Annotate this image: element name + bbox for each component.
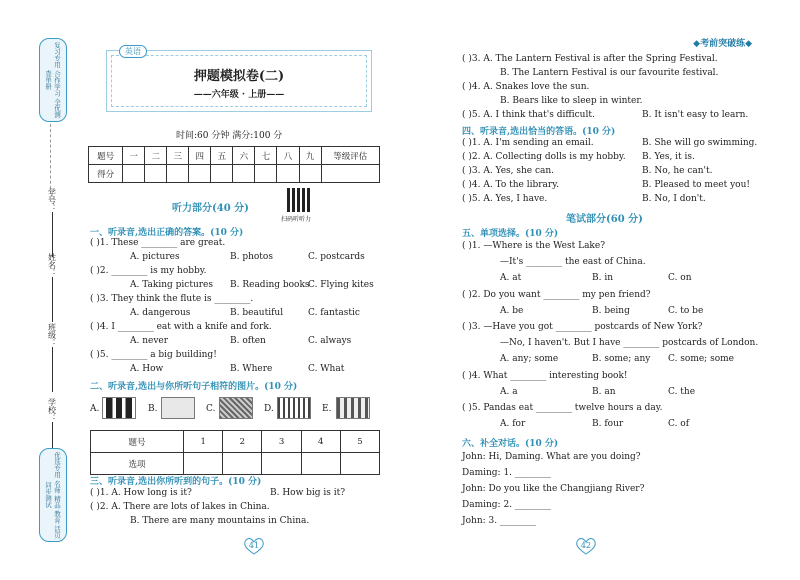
option-b[interactable]: B. in [592,273,614,283]
option-c[interactable]: C. on [668,273,692,283]
reply-option[interactable]: B. No, I don't. [642,194,706,204]
option-c[interactable]: C. to be [668,306,704,316]
answer-head: 5 [340,431,379,453]
sentence-option[interactable]: ( )5. A. I think that's difficult. [462,110,595,120]
sentence-option[interactable]: B. How big is it? [270,488,346,498]
score-head: 三 [167,147,189,165]
reply-option[interactable]: B. Pleased to meet you! [642,180,751,190]
answer-head: 1 [184,431,223,453]
dialogue-line: John: Do you like the Changjiang River? [462,484,645,494]
section1-title: 一、听录音,选出正确的答案。(10 分) [90,228,244,238]
question-line2: —It's ________ the east of China. [500,257,646,267]
question: ( )4. I ________ eat with a knife and fork. [90,322,272,332]
score-cell[interactable] [321,165,379,183]
score-head: 四 [189,147,211,165]
score-cell[interactable] [123,165,145,183]
score-cell[interactable] [167,165,189,183]
option-c[interactable]: C. Flying kites [308,280,374,290]
option-a[interactable]: A. dangerous [130,308,191,318]
listening-title: 听力部分(40 分) [172,203,249,214]
class-field[interactable]: 班级： [37,323,67,392]
answer-head: 3 [262,431,301,453]
page-number-left: 41 [248,541,260,550]
score-cell[interactable] [299,165,321,183]
option-a[interactable]: A. at [500,273,522,283]
score-head: 二 [145,147,167,165]
option-c[interactable]: C. fantastic [308,308,360,318]
option-b[interactable]: B. beautiful [230,308,284,318]
reply-option[interactable]: ( )5. A. Yes, I have. [462,194,548,204]
option-b[interactable]: B. some; any [592,354,651,364]
cut-line [50,124,51,194]
option-c[interactable]: C. What [308,364,345,374]
question: ( )2. Do you want ________ my pen friend? [462,290,651,300]
option-a[interactable]: A. be [500,306,524,316]
reply-option[interactable]: ( )3. A. Yes, she can. [462,166,555,176]
cloud-picture[interactable] [161,397,195,419]
score-head: 一 [123,147,145,165]
question: ( )5. ________ a big building! [90,350,217,360]
option-c[interactable]: C. some; some [668,354,734,364]
qr-caption: 扫码听听力 [281,216,312,223]
question: ( )1. These ________ are great. [90,238,226,248]
option-a[interactable]: A. a [500,387,518,397]
dialogue-line[interactable]: John: 3. ________ [462,516,536,526]
section6-title: 六、补全对话。(10 分) [462,439,559,449]
pic-label: A. [90,404,100,414]
option-a[interactable]: A. never [130,336,169,346]
option-a[interactable]: A. for [500,419,526,429]
score-head: 八 [277,147,299,165]
people-picture[interactable] [336,397,370,419]
score-row-label: 得分 [89,165,123,183]
binding-strip [35,38,69,548]
pic-label: C. [206,404,216,414]
question: ( )1. —Where is the West Lake? [462,241,606,251]
option-b[interactable]: B. an [592,387,616,397]
score-head: 九 [299,147,321,165]
question: ( )3. They think the flute is ________. [90,294,254,304]
exam-subtitle: ——六年级 · 上册—— [193,90,285,100]
score-head: 等级评估 [321,147,379,165]
option-c[interactable]: C. of [668,419,690,429]
option-b[interactable]: B. being [592,306,630,316]
pic-label: E. [322,404,332,414]
sentence-option[interactable]: ( )1. A. How long is it? [90,488,192,498]
option-a[interactable]: A. Taking pictures [130,280,213,290]
question-line2: —No, I haven't. But I have ________ postcards of London. [500,338,759,348]
section2-title: 二、听录音,选出与你所听句子相符的图片。(10 分) [90,382,298,392]
panda-picture[interactable] [102,397,136,419]
page-number-right: 42 [580,541,592,550]
sentence-option[interactable]: ( )3. A. The Lantern Festival is after the Spring Festival. [462,54,718,64]
reply-option[interactable]: ( )2. A. Collecting dolls is my hobby. [462,152,626,162]
dialogue-line[interactable]: Daming: 1. ________ [462,468,551,478]
sentence-option[interactable]: B. Bears like to sleep in winter. [500,96,643,106]
answer-row-label: 选项 [91,453,184,475]
score-cell[interactable] [211,165,233,183]
exam-info: 时间:60 分钟 满分:100 分 [176,131,283,141]
option-c[interactable]: C. the [668,387,696,397]
answer-cell[interactable] [184,453,223,475]
answer-cell[interactable] [223,453,262,475]
question: ( )5. Pandas eat ________ twelve hours a day. [462,403,663,413]
answer-head: 题号 [91,431,184,453]
answer-head: 4 [301,431,340,453]
score-table [88,146,380,183]
question: ( )3. —Have you got ________ postcards of New York? [462,322,703,332]
option-a[interactable]: A. pictures [130,252,180,262]
question: ( )4. What ________ interesting book! [462,371,628,381]
pic-label: B. [148,404,158,414]
option-b[interactable]: B. Reading books [230,280,310,290]
name-field[interactable]: 姓名： [37,253,67,322]
option-b[interactable]: B. Where [230,364,273,374]
score-head: 题号 [89,147,123,165]
answer-table [90,430,380,475]
score-cell[interactable] [233,165,255,183]
sentence-option[interactable]: B. It isn't easy to learn. [642,110,749,120]
score-head: 六 [233,147,255,165]
strip-bottom-tag: 优选专用 名师 精品 教育 活页 同步测试 [39,448,67,542]
answer-cell[interactable] [301,453,340,475]
sentence-option[interactable]: B. The Lantern Festival is our favourite festival. [500,68,719,78]
reply-option[interactable]: ( )1. A. I'm sending an email. [462,138,594,148]
answer-cell[interactable] [340,453,379,475]
exam-header [106,47,372,112]
option-a[interactable]: A. How [130,364,164,374]
school-field[interactable]: 学校： [37,398,67,462]
section5-title: 五、单项选择。(10 分) [462,229,559,239]
answer-head: 2 [223,431,262,453]
sentence-option[interactable]: B. There are many mountains in China. [130,516,310,526]
sentence-option[interactable]: ( )2. A. There are lots of lakes in China. [90,502,270,512]
answer-cell[interactable] [262,453,301,475]
reply-option[interactable]: B. She will go swimming. [642,138,758,148]
qr-code-icon[interactable] [287,188,311,212]
score-cell[interactable] [277,165,299,183]
score-head: 五 [211,147,233,165]
reply-option[interactable]: B. No, he can't. [642,166,713,176]
dialogue-line[interactable]: Daming: 2. ________ [462,500,551,510]
writing-title: 笔试部分(60 分) [566,214,643,225]
banner: ◆考前突破练◆ [693,39,752,49]
section4-title: 四、听录音,选出恰当的答语。(10 分) [462,127,616,137]
score-cell[interactable] [255,165,277,183]
question: ( )2. ________ is my hobby. [90,266,207,276]
sentence-option[interactable]: ( )4. A. Snakes love the sun. [462,82,590,92]
option-b[interactable]: B. often [230,336,266,346]
score-cell[interactable] [145,165,167,183]
reply-option[interactable]: ( )4. A. To the library. [462,180,559,190]
building-picture[interactable] [219,397,253,419]
strip-top-tag: 复习专用 合作学习 全优测查单册 [39,38,67,122]
student-id-field[interactable]: 学号： [37,188,67,257]
option-a[interactable]: A. any; some [500,354,559,364]
dialogue-line: John: Hi, Daming. What are you doing? [462,452,641,462]
option-b[interactable]: B. four [592,419,624,429]
boat-race-picture[interactable] [277,397,311,419]
option-b[interactable]: B. photos [230,252,273,262]
section3-title: 三、听录音,选出你所听到的句子。(10 分) [90,477,262,487]
option-c[interactable]: C. postcards [308,252,365,262]
pic-label: D. [264,404,274,414]
score-head: 七 [255,147,277,165]
score-cell[interactable] [189,165,211,183]
exam-title: 押题模拟卷(二) [193,69,285,84]
reply-option[interactable]: B. Yes, it is. [642,152,695,162]
subject-badge: 英语 [119,45,147,58]
option-c[interactable]: C. always [308,336,352,346]
